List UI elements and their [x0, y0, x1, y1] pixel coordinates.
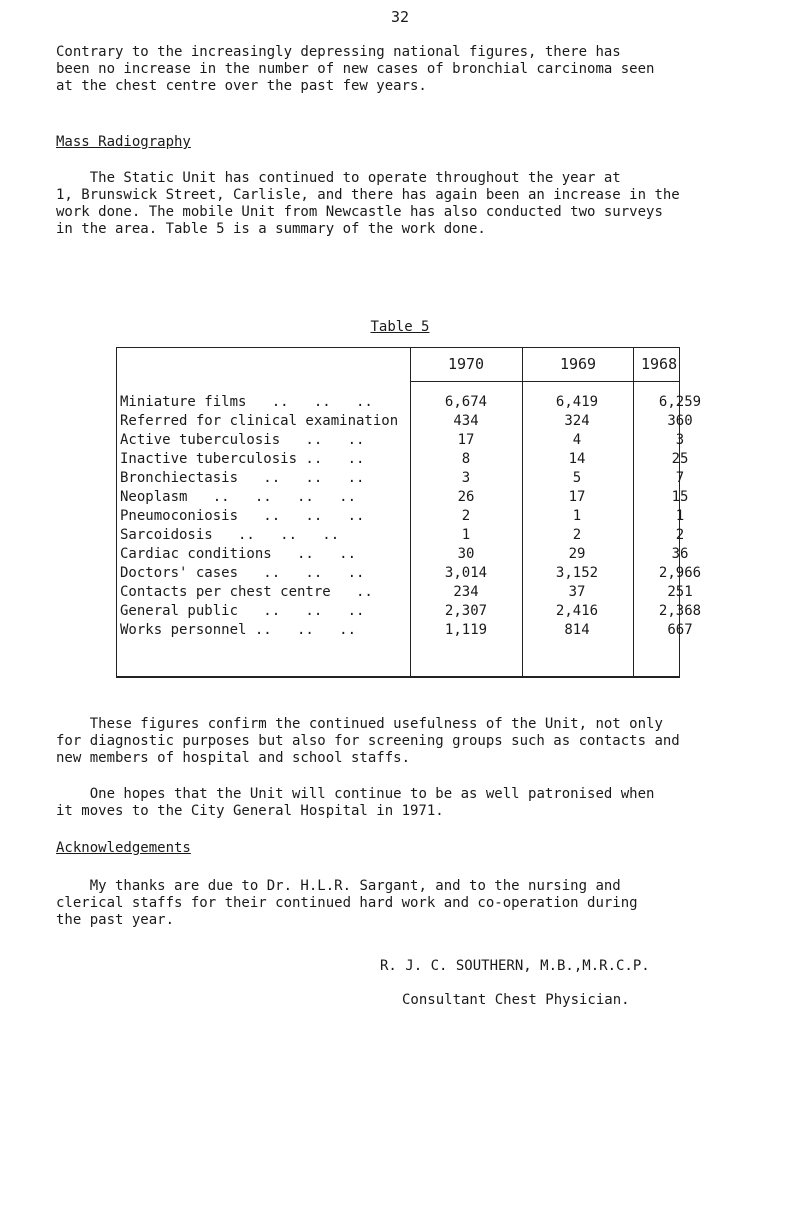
cell-1970: 2 [461, 508, 471, 524]
cell-1968: 251 [667, 584, 693, 600]
row-label: Doctors' cases .. .. .. [120, 565, 365, 581]
cell-1968: 7 [675, 470, 685, 486]
column-header-1969: 1969 [559, 355, 597, 373]
table-row [116, 393, 702, 412]
cell-1968: 3 [675, 432, 685, 448]
cell-1969: 37 [568, 584, 586, 600]
table-row [116, 450, 689, 469]
intro-paragraph: Contrary to the increasingly depressing national figures, there has been no increase in the number of new cases of bronchial carcinoma seen at the chest centre over the past few years. [56, 44, 655, 94]
mass-radiography-heading: Mass Radiography [56, 134, 191, 150]
cell-1970: 26 [457, 489, 475, 505]
cell-1969: 5 [572, 470, 582, 486]
table-row [116, 469, 685, 488]
cell-1970: 6,674 [444, 394, 488, 410]
row-label: Sarcoidosis .. .. .. [120, 527, 340, 543]
cell-1970: 3 [461, 470, 471, 486]
table-row [116, 583, 693, 602]
summary-table [116, 347, 702, 677]
cell-1969: 2 [572, 527, 582, 543]
cell-1969: 2,416 [555, 603, 599, 619]
cell-1968: 2,368 [658, 603, 702, 619]
cell-1969: 324 [564, 413, 590, 429]
cell-1969: 17 [568, 489, 586, 505]
row-label: Referred for clinical examination [120, 413, 399, 429]
cell-1968: 36 [671, 546, 689, 562]
cell-1969: 29 [568, 546, 586, 562]
table-row [116, 564, 702, 583]
row-label: Inactive tuberculosis .. .. [120, 451, 365, 467]
cell-1970: 234 [453, 584, 479, 600]
cell-1970: 8 [461, 451, 471, 467]
row-label: Works personnel .. .. .. [120, 622, 357, 638]
table-row [116, 621, 693, 640]
table-row [116, 526, 685, 545]
mass-radiography-paragraph: The Static Unit has continued to operate throughout the year at 1, Brunswick Street, Carlisle, and there has again been an increase in the work done. The mobile Unit from Newcastle has also conducted two surveys in the area. Table 5 is a summary of the work done. [56, 170, 680, 237]
column-header-1968: 1968 [641, 355, 678, 373]
table-caption: Table 5 [370, 319, 430, 335]
cell-1969: 1 [572, 508, 582, 524]
cell-1970: 2,307 [444, 603, 488, 619]
signature-title: Consultant Chest Physician. [402, 992, 630, 1008]
row-label: Pneumoconiosis .. .. .. [120, 508, 365, 524]
table-row [116, 507, 685, 526]
row-label: Cardiac conditions .. .. [120, 546, 357, 562]
row-label: Active tuberculosis .. .. [120, 432, 365, 448]
cell-1969: 14 [568, 451, 586, 467]
hopes-paragraph: One hopes that the Unit will continue to be as well patronised when it moves to the City General Hospital in 1971. [56, 786, 655, 819]
usefulness-paragraph: These figures confirm the continued usefulness of the Unit, not only for diagnostic purposes but also for screening groups such as contacts and new members of hospital and school staffs. [56, 716, 680, 766]
column-header-1970: 1970 [447, 355, 485, 373]
cell-1970: 1 [461, 527, 471, 543]
cell-1970: 30 [457, 546, 475, 562]
table-row [116, 412, 693, 431]
cell-1969: 4 [572, 432, 582, 448]
table-row [116, 602, 702, 621]
cell-1969: 814 [564, 622, 590, 638]
acknowledgements-paragraph: My thanks are due to Dr. H.L.R. Sargant, and to the nursing and clerical staffs for their continued hard work and co-operation during the past year. [56, 878, 638, 928]
acknowledgements-heading: Acknowledgements [56, 840, 191, 856]
row-label: Bronchiectasis .. .. .. [120, 470, 365, 486]
page-number: 32 [390, 8, 410, 26]
row-label: Neoplasm .. .. .. .. [120, 489, 357, 505]
cell-1969: 6,419 [555, 394, 599, 410]
cell-1968: 2,966 [658, 565, 702, 581]
table-body [116, 393, 702, 640]
table-row [116, 488, 689, 507]
cell-1969: 3,152 [555, 565, 599, 581]
row-label: Contacts per chest centre .. [120, 584, 373, 600]
cell-1970: 1,119 [444, 622, 488, 638]
header-rule [410, 381, 680, 382]
cell-1968: 360 [667, 413, 693, 429]
cell-1970: 3,014 [444, 565, 488, 581]
table-row [116, 431, 685, 450]
table-row [116, 545, 689, 564]
cell-1968: 15 [671, 489, 689, 505]
cell-1968: 2 [675, 527, 685, 543]
signature-name: R. J. C. SOUTHERN, M.B.,M.R.C.P. [380, 958, 650, 974]
cell-1968: 6,259 [658, 394, 702, 410]
cell-1968: 667 [667, 622, 693, 638]
row-label: General public .. .. .. [120, 603, 365, 619]
cell-1970: 17 [457, 432, 475, 448]
cell-1968: 25 [671, 451, 689, 467]
row-label: Miniature films .. .. .. [120, 394, 373, 410]
cell-1968: 1 [675, 508, 685, 524]
cell-1970: 434 [453, 413, 479, 429]
